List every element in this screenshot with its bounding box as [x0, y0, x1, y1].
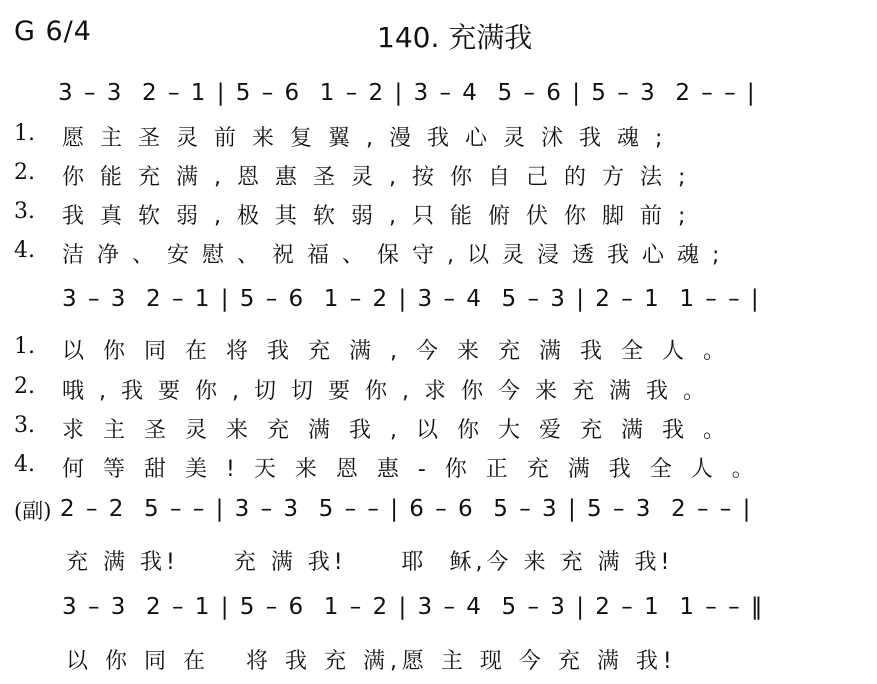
hymn-title: 140. 充满我 [377, 21, 533, 54]
notation-chorus: 2 – 2 5 – – | 3 – 3 5 – – | 6 – 6 5 – 3 | 5 – 3 2 – – | [60, 496, 753, 522]
notation-line-2: 3 – 3 2 – 1 | 5 – 6 1 – 2 | 3 – 4 5 – 3 | 2 – 1 1 – – | [62, 286, 761, 312]
verse-text: 以你同在将我充满,今来充满我全人。 [62, 339, 744, 364]
verse-text: 求主圣灵来充满我,以你大爱充满我。 [62, 418, 744, 443]
final-lyrics: 以 你 同 在 将 我 充 满,愿 主 现 今 充 满 我! [66, 649, 677, 674]
key-signature: G 6/4 [14, 16, 92, 47]
chorus-label: (副) [14, 499, 52, 523]
verse-text: 何等甜美!天来恩惠-你正充满我全人。 [62, 457, 773, 482]
verse-number: 1. [14, 121, 35, 146]
verse-text: 哦,我要你,切切要你,求你今来充满我。 [62, 379, 720, 404]
verse-number: 4. [14, 238, 35, 263]
notation-line-1: 3 – 3 2 – 1 | 5 – 6 1 – 2 | 3 – 4 5 – 6 | 5 – 3 2 – – | [58, 80, 757, 106]
verse-text: 愿主圣灵前来复翼,漫我心灵沭我魂; [62, 126, 679, 151]
chorus-lyrics: 充 满 我! 充 满 我! 耶 稣,今 来 充 满 我! [66, 550, 674, 575]
verse-number: 1. [14, 334, 35, 359]
verse-number: 3. [14, 199, 35, 224]
verse-number: 2. [14, 374, 35, 399]
verse-text: 洁净、安慰、祝福、保守,以灵浸透我心魂; [62, 243, 733, 268]
verse-text: 你能充满,恩惠圣灵,按你自己的方法; [62, 165, 702, 190]
verse-number: 4. [14, 452, 35, 477]
verse-number: 3. [14, 413, 35, 438]
notation-line-4: 3 – 3 2 – 1 | 5 – 6 1 – 2 | 3 – 4 5 – 3 | 2 – 1 1 – – ‖ [62, 594, 765, 620]
verse-number: 2. [14, 160, 35, 185]
verse-text: 我真软弱,极其软弱,只能俯伏你脚前; [62, 204, 702, 229]
